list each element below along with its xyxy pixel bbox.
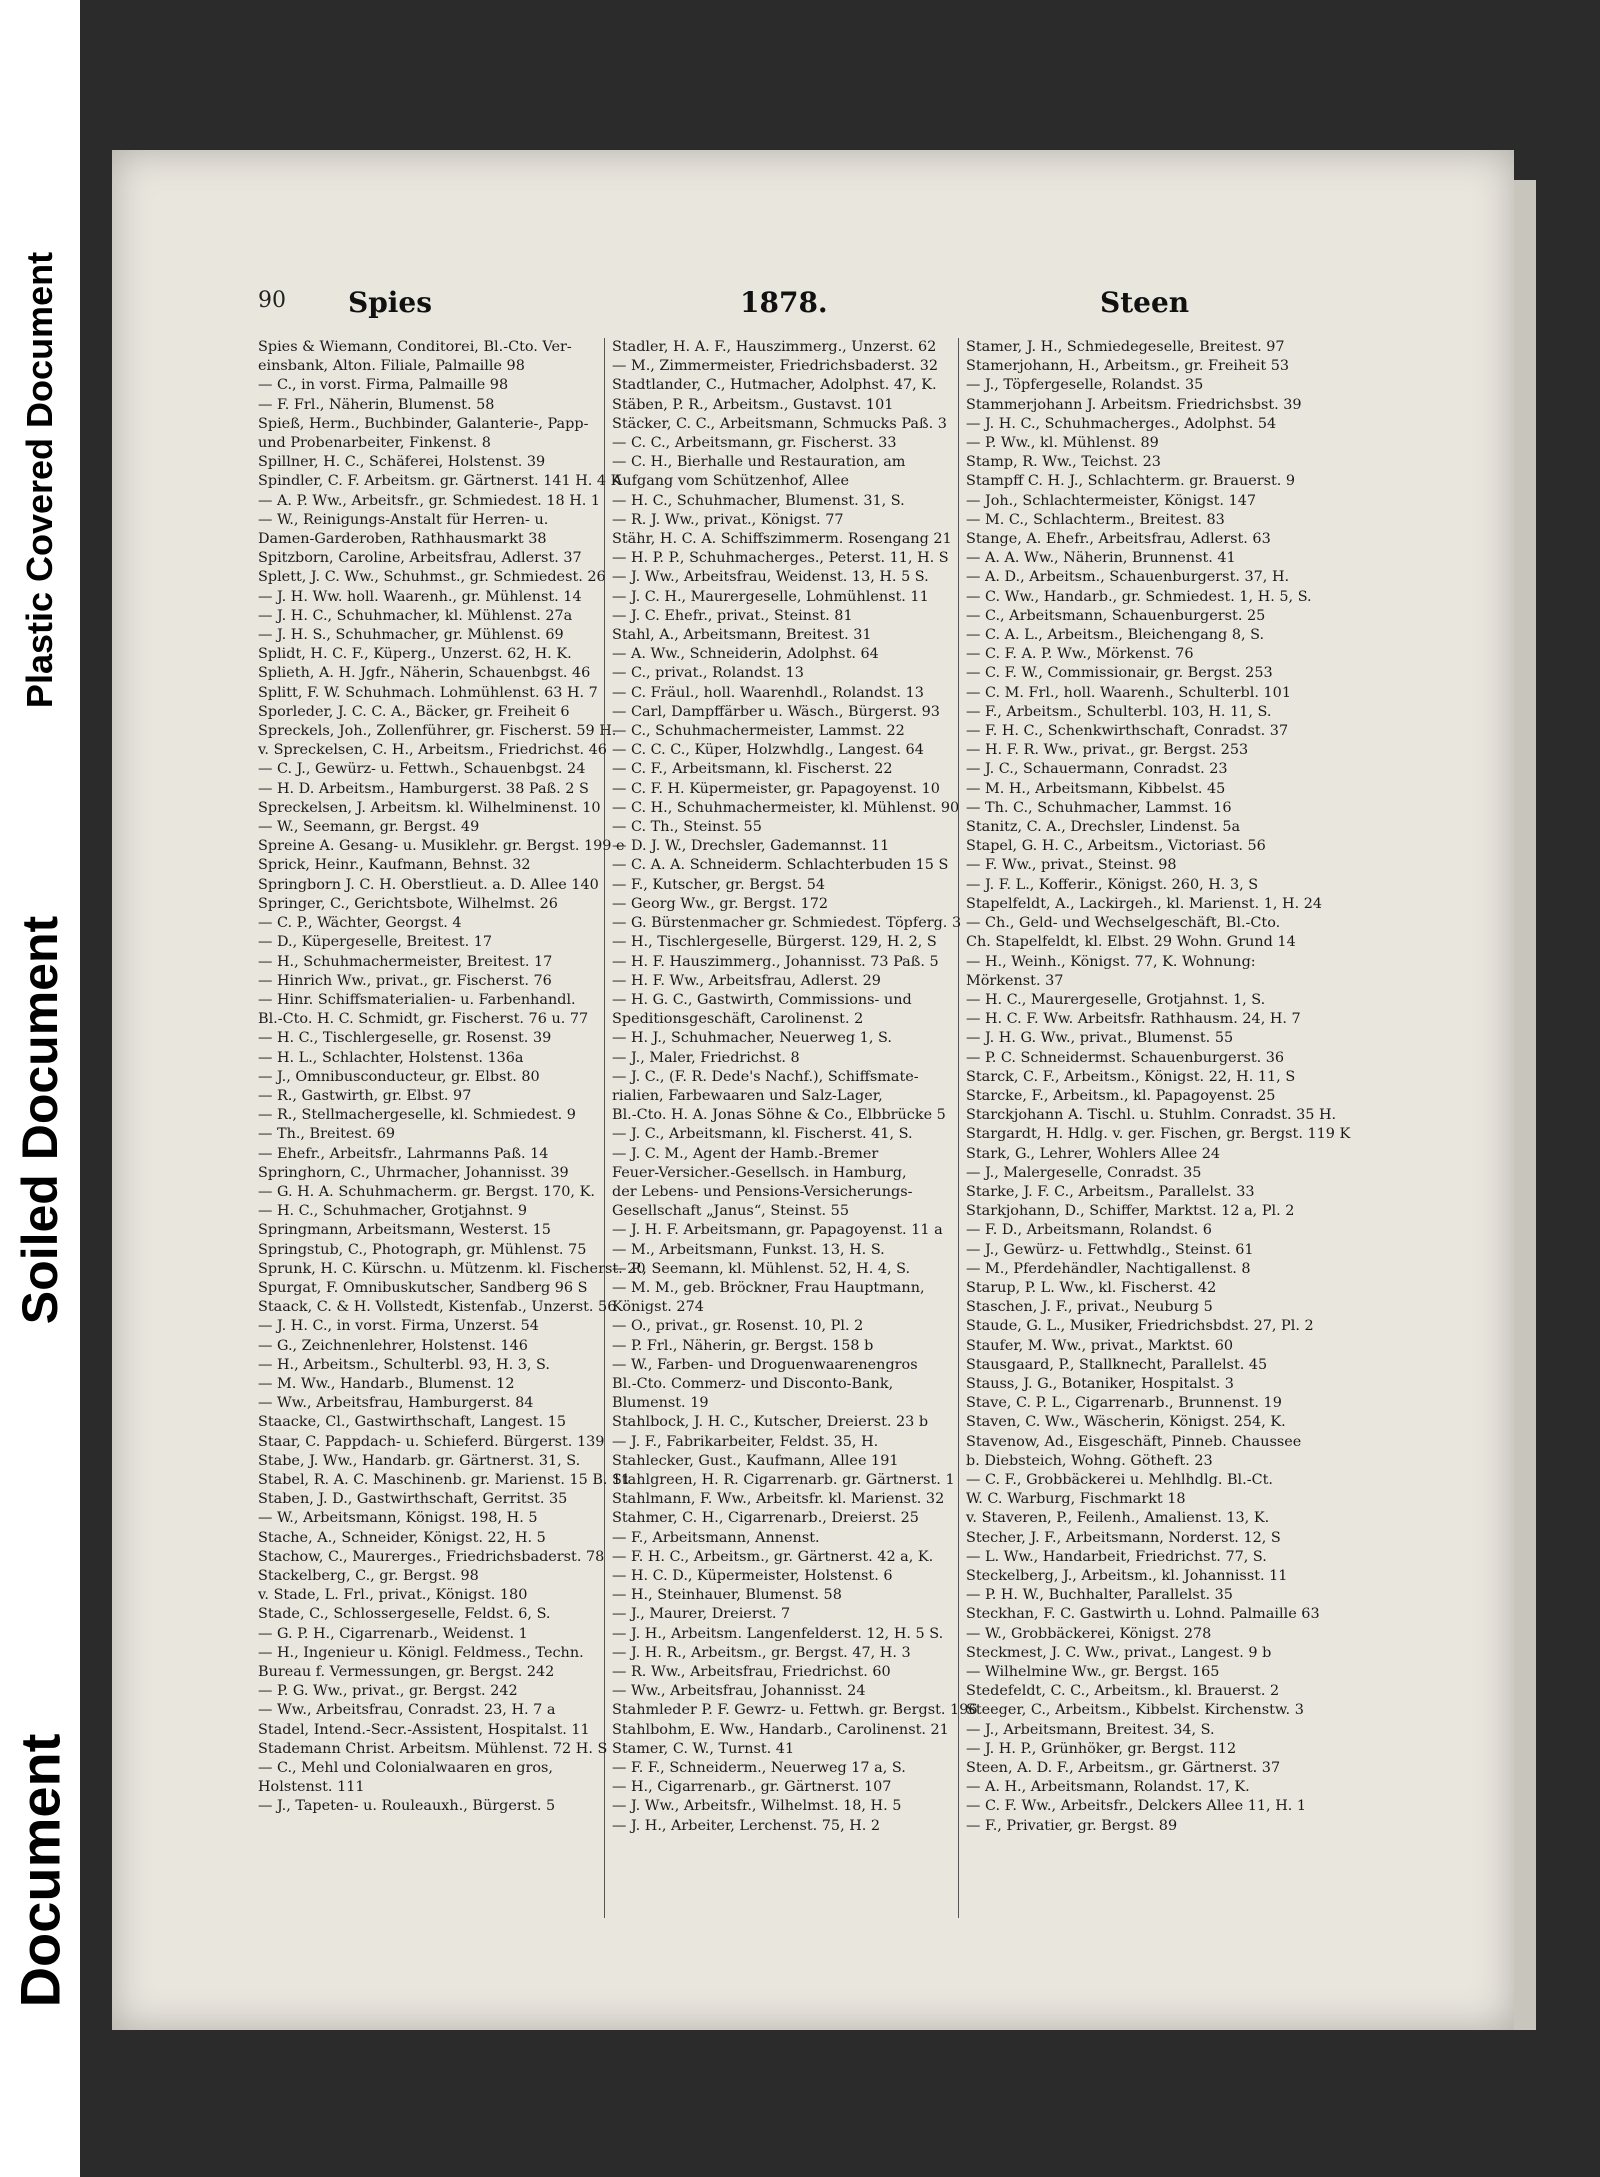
directory-entry: b. Diebsteich, Wohng. Götheft. 23 <box>966 1452 1213 1469</box>
directory-entry: — Hinrich Ww., privat., gr. Fischerst. 76 <box>258 972 552 989</box>
directory-entry: Splett, J. C. Ww., Schuhmst., gr. Schmiedest. 26 <box>258 569 606 586</box>
directory-entry: — J. H., Arbeitsm. Langenfelderst. 12, H. 5 S. <box>612 1625 944 1642</box>
plastic-covered-label: Plastic Covered Document <box>19 251 61 709</box>
directory-entry: Splieth, A. H. Jgfr., Näherin, Schauenbgst. 46 <box>258 665 591 682</box>
directory-entry: W. C. Warburg, Fischmarkt 18 <box>966 1491 1186 1508</box>
directory-entry: Holstenst. 111 <box>258 1779 365 1796</box>
directory-entry: Stauss, J. G., Botaniker, Hospitalst. 3 <box>966 1375 1234 1392</box>
directory-entry: — W., Grobbäckerei, Königst. 278 <box>966 1625 1212 1642</box>
directory-entry: — J. H. F. Arbeitsmann, gr. Papagoyenst. 11 a <box>612 1222 943 1239</box>
directory-entry: — C. F. Ww., Arbeitsfr., Delckers Allee 11, H. 1 <box>966 1798 1307 1815</box>
directory-entry: Springborn J. C. H. Oberstlieut. a. D. Allee 140 <box>258 876 599 893</box>
directory-entry: — C., Arbeitsmann, Schauenburgerst. 25 <box>966 607 1266 624</box>
directory-entry: Stadtlander, C., Hutmacher, Adolphst. 47, K. <box>612 377 937 394</box>
directory-entry: Stave, C. P. L., Cigarrenarb., Brunnenst. 19 <box>966 1395 1282 1412</box>
directory-entry: — J., Malergeselle, Conradst. 35 <box>966 1164 1202 1181</box>
directory-entry: Stabe, J. Ww., Handarb. gr. Gärtnerst. 31, S. <box>258 1452 581 1469</box>
directory-entry: Stahlecker, Gust., Kaufmann, Allee 191 <box>612 1452 899 1469</box>
directory-entry: Bureau f. Vermessungen, gr. Bergst. 242 <box>258 1664 555 1681</box>
directory-entry: Starup, P. L. Ww., kl. Fischerst. 42 <box>966 1279 1217 1296</box>
directory-entry: — Wilhelmine Ww., gr. Bergst. 165 <box>966 1664 1220 1681</box>
directory-entry: — H., Steinhauer, Blumenst. 58 <box>612 1587 842 1604</box>
directory-entry: — C. C., Arbeitsmann, gr. Fischerst. 33 <box>612 435 897 452</box>
scan-category-sidebar <box>0 0 80 2177</box>
directory-entry: — H. C., Schuhmacher, Grotjahnst. 9 <box>258 1203 527 1220</box>
directory-entry: — J. C. Ehefr., privat., Steinst. 81 <box>612 607 853 624</box>
directory-entry: Springer, C., Gerichtsbote, Wilhelmst. 26 <box>258 895 558 912</box>
directory-entry: — J. H. S., Schuhmacher, gr. Mühlenst. 69 <box>258 627 564 644</box>
directory-entry: Königst. 274 <box>612 1299 704 1316</box>
directory-entry: — C. C. C., Küper, Holzwhdlg., Langest. 64 <box>612 742 924 759</box>
soiled-document-label: Soiled Document <box>12 915 68 1325</box>
directory-entry: — P. Ww., kl. Mühlenst. 89 <box>966 435 1159 452</box>
page-year: 1878. <box>740 286 828 319</box>
directory-entry: — M. C., Schlachterm., Breitest. 83 <box>966 511 1225 528</box>
directory-entry: — F., Kutscher, gr. Bergst. 54 <box>612 876 826 893</box>
directory-entry: — M. Ww., Handarb., Blumenst. 12 <box>258 1375 515 1392</box>
directory-entry: Spillner, H. C., Schäferei, Holstenst. 39 <box>258 454 546 471</box>
directory-entry: — M., Pferdehändler, Nachtigallenst. 8 <box>966 1260 1251 1277</box>
directory-entry: — F. H. C., Arbeitsm., gr. Gärtnerst. 42 a, K. <box>612 1548 934 1565</box>
directory-entry: — P., Seemann, kl. Mühlenst. 52, H. 4, S. <box>612 1260 911 1277</box>
directory-entry: Splidt, H. C. F., Küperg., Unzerst. 62, H. K. <box>258 646 572 663</box>
directory-entry: — J., Arbeitsmann, Breitest. 34, S. <box>966 1721 1215 1738</box>
directory-entry: — R. J. Ww., privat., Königst. 77 <box>612 511 844 528</box>
directory-entry: — H., Schuhmachermeister, Breitest. 17 <box>258 953 553 970</box>
directory-entry: Stahlbohm, E. Ww., Handarb., Carolinenst. 21 <box>612 1721 949 1738</box>
directory-entry: Springmann, Arbeitsmann, Westerst. 15 <box>258 1222 551 1239</box>
directory-entry: Sprick, Heinr., Kaufmann, Behnst. 32 <box>258 857 531 874</box>
directory-entry: — W., Farben- und Droguenwaarenengros <box>612 1356 918 1373</box>
directory-entry: — C. F., Grobbäckerei u. Mehlhdlg. Bl.-Ct. <box>966 1471 1273 1488</box>
directory-entry: Stade, C., Schlossergeselle, Feldst. 6, S. <box>258 1606 551 1623</box>
directory-entry: Stamp, R. Ww., Teichst. 23 <box>966 454 1161 471</box>
directory-entry: — J. F. L., Kofferir., Königst. 260, H. 3, S <box>966 876 1259 893</box>
directory-entry: — C., Mehl und Colonialwaaren en gros, <box>258 1760 553 1777</box>
running-head-left: Spies <box>348 286 433 319</box>
directory-entry: — C. M. Frl., holl. Waarenh., Schulterbl. 101 <box>966 684 1291 701</box>
directory-entry: Bl.-Cto. H. C. Schmidt, gr. Fischerst. 76 u. 77 <box>258 1011 589 1028</box>
directory-entry: — G., Zeichnenlehrer, Holstenst. 146 <box>258 1337 528 1354</box>
directory-entry: Stahlbock, J. H. C., Kutscher, Dreierst. 23 b <box>612 1414 929 1431</box>
directory-entry: Springhorn, C., Uhrmacher, Johannisst. 39 <box>258 1164 569 1181</box>
directory-entry: Mörkenst. 37 <box>966 972 1064 989</box>
directory-entry: — Ch., Geld- und Wechselgeschäft, Bl.-Cto. <box>966 915 1281 932</box>
directory-entry: — Ww., Arbeitsfrau, Johannisst. 24 <box>612 1683 866 1700</box>
directory-entry: — O., privat., gr. Rosenst. 10, Pl. 2 <box>612 1318 864 1335</box>
directory-entry: — A. A. Ww., Näherin, Brunnenst. 41 <box>966 550 1236 567</box>
directory-entry: — J. H. Ww. holl. Waarenh., gr. Mühlenst. 14 <box>258 588 582 605</box>
directory-entry: der Lebens- und Pensions-Versicherungs- <box>612 1183 913 1200</box>
directory-entry: Staven, C. Ww., Wäscherin, Königst. 254, K. <box>966 1414 1286 1431</box>
directory-entry: Stark, G., Lehrer, Wohlers Allee 24 <box>966 1145 1221 1162</box>
directory-entry: — J. H. C., Schuhmacher, kl. Mühlenst. 27a <box>258 607 573 624</box>
directory-entry: Stausgaard, P., Stallknecht, Parallelst. 45 <box>966 1356 1268 1373</box>
directory-entry: Starck, C. F., Arbeitsm., Königst. 22, H. 11, S <box>966 1068 1296 1085</box>
directory-entry: Starke, J. F. C., Arbeitsm., Parallelst. 33 <box>966 1183 1255 1200</box>
directory-entry: — R. Ww., Arbeitsfrau, Friedrichst. 60 <box>612 1664 891 1681</box>
directory-entry: — H. C. D., Küpermeister, Holstenst. 6 <box>612 1568 893 1584</box>
directory-entry: — L. Ww., Handarbeit, Friedrichst. 77, S. <box>966 1548 1267 1565</box>
directory-entry: Stamerjohann, H., Arbeitsm., gr. Freiheit 53 <box>966 358 1290 375</box>
directory-entry: — W., Reinigungs-Anstalt für Herren- u. <box>258 511 549 528</box>
directory-entry: Starkjohann, D., Schiffer, Marktst. 12 a, Pl. 2 <box>966 1203 1295 1220</box>
directory-entry: Feuer-Versicher.-Gesellsch. in Hamburg, <box>612 1164 907 1181</box>
directory-entry: Sporleder, J. C. C. A., Bäcker, gr. Freiheit 6 <box>258 703 570 720</box>
directory-entry: Stache, A., Schneider, Königst. 22, H. 5 <box>258 1529 546 1546</box>
directory-entry: — H., Tischlergeselle, Bürgerst. 129, H. 2, S <box>612 934 937 951</box>
directory-entry: rialien, Farbewaaren und Salz-Lager, <box>612 1087 883 1104</box>
directory-entry: Stachow, C., Maurerges., Friedrichsbaderst. 78 <box>258 1548 605 1565</box>
directory-entry: Speditionsgeschäft, Carolinenst. 2 <box>612 1011 864 1028</box>
directory-entry: — J. H. R., Arbeitsm., gr. Bergst. 47, H. 3 <box>612 1644 911 1661</box>
directory-entry: Stademann Christ. Arbeitsm. Mühlenst. 72 H. S <box>258 1740 608 1757</box>
directory-entry: — J., Töpfergeselle, Rolandst. 35 <box>966 377 1204 394</box>
directory-entry: — H., Ingenieur u. Königl. Feldmess., Techn. <box>258 1644 584 1661</box>
directory-entry: — M. M., geb. Bröckner, Frau Hauptmann, <box>612 1279 925 1296</box>
directory-entry: — J., Maurer, Dreierst. 7 <box>612 1606 791 1623</box>
directory-entry: — A. H., Arbeitsmann, Rolandst. 17, K. <box>966 1779 1250 1796</box>
directory-entry: Spreine A. Gesang- u. Musiklehr. gr. Bergst. 199 e <box>258 838 625 855</box>
directory-entry: — Ww., Arbeitsfrau, Hamburgerst. 84 <box>258 1395 534 1412</box>
directory-entry: — H., Weinh., Königst. 77, K. Wohnung: <box>966 953 1256 970</box>
directory-entry: — C., Schuhmachermeister, Lammst. 22 <box>612 723 905 740</box>
directory-entry: — Th., Breitest. 69 <box>258 1126 396 1143</box>
directory-entry: Spreckels, Joh., Zollenführer, gr. Fischerst. 59 H. <box>258 723 617 740</box>
directory-entry: — H. L., Schlachter, Holstenst. 136a <box>258 1049 524 1066</box>
directory-entry: — F. Ww., privat., Steinst. 98 <box>966 857 1177 874</box>
directory-entry: Stampff C. H. J., Schlachterm. gr. Brauerst. 9 <box>966 473 1296 490</box>
directory-entry: — G. H. A. Schuhmacherm. gr. Bergst. 170, K. <box>258 1183 595 1200</box>
directory-entry: — C. F., Arbeitsmann, kl. Fischerst. 22 <box>612 761 893 778</box>
directory-entry: — H., Arbeitsm., Schulterbl. 93, H. 3, S. <box>258 1356 550 1373</box>
directory-entry: Spieß, Herm., Buchbinder, Galanterie-, Papp- <box>258 415 589 432</box>
directory-entry: Stavenow, Ad., Eisgeschäft, Pinneb. Chaussee <box>966 1433 1302 1450</box>
directory-entry: Stahmer, C. H., Cigarrenarb., Dreierst. 25 <box>612 1510 919 1527</box>
directory-entry: — C. P., Wächter, Georgst. 4 <box>258 915 462 932</box>
directory-entry: v. Spreckelsen, C. H., Arbeitsm., Friedrichst. 46 <box>258 742 607 759</box>
directory-column-1 <box>258 338 646 1817</box>
directory-entry: — W., Arbeitsmann, Königst. 198, H. 5 <box>258 1510 538 1527</box>
directory-entry: — J. H., Arbeiter, Lerchenst. 75, H. 2 <box>612 1817 881 1834</box>
directory-entry: — P. C. Schneidermst. Schauenburgerst. 36 <box>966 1049 1285 1066</box>
directory-entry: — J. F., Fabrikarbeiter, Feldst. 35, H. <box>612 1433 879 1450</box>
directory-entry: Staude, G. L., Musiker, Friedrichsbdst. 27, Pl. 2 <box>966 1318 1314 1335</box>
directory-entry: — C., in vorst. Firma, Palmaille 98 <box>258 377 509 394</box>
directory-entry: — Carl, Dampffärber u. Wäsch., Bürgerst. 93 <box>612 703 940 720</box>
directory-entry: — H. C., Tischlergeselle, gr. Rosenst. 39 <box>258 1030 552 1047</box>
directory-entry: Stammerjohann J. Arbeitsm. Friedrichsbst. 39 <box>966 396 1302 413</box>
directory-entry: — M. H., Arbeitsmann, Kibbelst. 45 <box>966 780 1226 797</box>
directory-entry: — H. C., Schuhmacher, Blumenst. 31, S. <box>612 492 905 509</box>
directory-entry: — H. C., Maurergeselle, Grotjahnst. 1, S. <box>966 991 1266 1008</box>
directory-entry: Stargardt, H. Hdlg. v. ger. Fischen, gr. Bergst. 119 K <box>966 1126 1351 1143</box>
directory-entry: Starckjohann A. Tischl. u. Stuhlm. Conradst. 35 H. <box>966 1107 1337 1124</box>
directory-entry: Stamer, C. W., Turnst. 41 <box>612 1740 795 1757</box>
directory-entry: Staufer, M. Ww., privat., Marktst. 60 <box>966 1337 1234 1354</box>
directory-entry: — H. F. Ww., Arbeitsfrau, Adlerst. 29 <box>612 972 881 989</box>
directory-entry: Splitt, F. W. Schuhmach. Lohmühlenst. 63 H. 7 <box>258 684 598 701</box>
directory-entry: — H., Cigarrenarb., gr. Gärtnerst. 107 <box>612 1779 892 1796</box>
directory-entry: Ch. Stapelfeldt, kl. Elbst. 29 Wohn. Grund 14 <box>966 934 1296 951</box>
directory-entry: — M., Zimmermeister, Friedrichsbaderst. 32 <box>612 358 939 375</box>
directory-entry: — Hinr. Schiffsmaterialien- u. Farbenhandl. <box>258 991 576 1008</box>
directory-entry: — P. H. W., Buchhalter, Parallelst. 35 <box>966 1587 1233 1604</box>
directory-entry: Stecher, J. F., Arbeitsmann, Norderst. 12, S <box>966 1529 1281 1546</box>
directory-entry: Stadler, H. A. F., Hauszimmerg., Unzerst. 62 <box>612 339 937 355</box>
directory-entry: Gesellschaft „Janus“, Steinst. 55 <box>612 1203 849 1220</box>
directory-entry: Stanitz, C. A., Drechsler, Lindenst. 5a <box>966 819 1241 836</box>
directory-entry: Stadel, Intend.-Secr.-Assistent, Hospitalst. 11 <box>258 1721 590 1738</box>
directory-entry: — Ww., Arbeitsfrau, Conradst. 23, H. 7 a <box>258 1702 556 1719</box>
directory-entry: — Georg Ww., gr. Bergst. 172 <box>612 895 829 912</box>
directory-entry: — J. H. C., in vorst. Firma, Unzerst. 54 <box>258 1318 539 1335</box>
directory-entry: — C., privat., Rolandst. 13 <box>612 665 804 682</box>
directory-entry: Staar, C. Pappdach- u. Schieferd. Bürgerst. 139 <box>258 1433 605 1450</box>
directory-entry: Sprunk, H. C. Kürschn. u. Mützenm. kl. Fischerst. 20 <box>258 1260 646 1277</box>
directory-entry: — P. G. Ww., privat., gr. Bergst. 242 <box>258 1683 518 1700</box>
directory-entry: — D., Küpergeselle, Breitest. 17 <box>258 934 493 951</box>
directory-entry: Stäben, P. R., Arbeitsm., Gustavst. 101 <box>612 396 894 413</box>
directory-entry: Staschen, J. F., privat., Neuburg 5 <box>966 1299 1213 1316</box>
directory-entry: v. Stade, L. Frl., privat., Königst. 180 <box>258 1587 528 1604</box>
directory-entry: Stahlgreen, H. R. Cigarrenarb. gr. Gärtnerst. 1 <box>612 1471 955 1488</box>
directory-entry: Stäcker, C. C., Arbeitsmann, Schmucks Paß. 3 <box>612 415 947 432</box>
directory-entry: — J., Maler, Friedrichst. 8 <box>612 1049 800 1066</box>
directory-entry: Stahl, A., Arbeitsmann, Breitest. 31 <box>612 627 872 644</box>
directory-entry: — C. Ww., Handarb., gr. Schmiedest. 1, H. 5, S. <box>966 588 1312 605</box>
directory-entry: — C. F. A. P. Ww., Mörkenst. 76 <box>966 646 1194 663</box>
directory-entry: — G. Bürstenmacher gr. Schmiedest. Töpferg. 3 <box>612 915 962 932</box>
directory-entry: — R., Stellmachergeselle, kl. Schmiedest. 9 <box>258 1107 576 1124</box>
directory-entry: — C. A. A. Schneiderm. Schlachterbuden 15 S <box>612 857 949 874</box>
running-head-right: Steen <box>1100 286 1190 319</box>
directory-entry: Staack, C. & H. Vollstedt, Kistenfab., Unzerst. 56 <box>258 1299 617 1316</box>
directory-entry: Aufgang vom Schützenhof, Allee <box>612 473 849 490</box>
directory-entry: — H. F. Hauszimmerg., Johannisst. 73 Paß. 5 <box>612 953 939 970</box>
directory-entry: — F., Privatier, gr. Bergst. 89 <box>966 1817 1178 1834</box>
directory-entry: — H. J., Schuhmacher, Neuerweg 1, S. <box>612 1030 892 1047</box>
directory-entry: — F. D., Arbeitsmann, Rolandst. 6 <box>966 1222 1212 1239</box>
directory-entry: — C. H., Schuhmachermeister, kl. Mühlenst. 90 <box>612 799 960 816</box>
directory-entry: — J. C. H., Maurergeselle, Lohmühlenst. 11 <box>612 588 929 605</box>
directory-entry: — H. P. P., Schuhmacherges., Peterst. 11, H. S <box>612 550 949 567</box>
directory-entry: — J. C., (F. R. Dede's Nachf.), Schiffsmate- <box>612 1068 919 1085</box>
directory-entry: Spreckelsen, J. Arbeitsm. kl. Wilhelminenst. 10 <box>258 799 601 816</box>
directory-entry: Spitzborn, Caroline, Arbeitsfrau, Adlerst. 37 <box>258 550 582 567</box>
directory-entry: — R., Gastwirth, gr. Elbst. 97 <box>258 1087 472 1104</box>
directory-entry: — C. Th., Steinst. 55 <box>612 819 762 836</box>
directory-entry: — Joh., Schlachtermeister, Königst. 147 <box>966 492 1257 509</box>
directory-entry: Stedefeldt, C. C., Arbeitsm., kl. Brauerst. 2 <box>966 1683 1280 1700</box>
directory-column-3 <box>966 338 1351 1836</box>
page-header <box>150 286 1190 328</box>
directory-entry: Stackelberg, C., gr. Bergst. 98 <box>258 1568 479 1584</box>
directory-entry: — C. F. W., Commissionair, gr. Bergst. 253 <box>966 665 1273 682</box>
directory-entry: Stähr, H. C. A. Schiffszimmerm. Rosengang 21 <box>612 531 952 548</box>
directory-entry: — F. F., Schneiderm., Neuerweg 17 a, S. <box>612 1760 906 1777</box>
directory-entry: Steckhan, F. C. Gastwirth u. Lohnd. Palmaille 63 <box>966 1606 1320 1623</box>
directory-entry: Spindler, C. F. Arbeitsm. gr. Gärtnerst. 141 H. 4 K <box>258 473 622 490</box>
directory-entry: — J. C. M., Agent der Hamb.-Bremer <box>612 1145 879 1162</box>
directory-entry: Blumenst. 19 <box>612 1395 709 1412</box>
directory-column-2 <box>612 338 978 1836</box>
page-number: 90 <box>258 288 286 313</box>
directory-entry: Steckmest, J. C. Ww., privat., Langest. 9 b <box>966 1644 1272 1661</box>
directory-entry: Stapelfeldt, A., Lackirgeh., kl. Marienst. 1, H. 24 <box>966 895 1323 912</box>
directory-entry: — P. Frl., Näherin, gr. Bergst. 158 b <box>612 1337 874 1354</box>
directory-entry: — J. C., Schauermann, Conradst. 23 <box>966 761 1228 778</box>
directory-entry: — C. J., Gewürz- u. Fettwh., Schauenbgst. 24 <box>258 761 586 778</box>
directory-entry: — F., Arbeitsm., Schulterbl. 103, H. 11, S. <box>966 703 1272 720</box>
document-label: Document <box>8 1733 72 2007</box>
directory-entry: Stange, A. Ehefr., Arbeitsfrau, Adlerst. 63 <box>966 531 1271 548</box>
directory-entry: Stahmleder P. F. Gewrz- u. Fettwh. gr. Bergst. 196 <box>612 1702 978 1719</box>
directory-entry: — C. A. L., Arbeitsm., Bleichengang 8, S. <box>966 627 1265 644</box>
directory-entry: Steeger, C., Arbeitsm., Kibbelst. Kirchenstw. 3 <box>966 1702 1304 1719</box>
directory-entry: — A. P. Ww., Arbeitsfr., gr. Schmiedest. 18 H. 1 <box>258 492 601 509</box>
directory-entry: Steen, A. D. F., Arbeitsm., gr. Gärtnerst. 37 <box>966 1760 1281 1777</box>
directory-entry: — H. D. Arbeitsm., Hamburgerst. 38 Paß. 2 S <box>258 780 589 797</box>
directory-entry: — F. Frl., Näherin, Blumenst. 58 <box>258 396 495 413</box>
directory-entry: — H. F. R. Ww., privat., gr. Bergst. 253 <box>966 742 1249 759</box>
directory-entry: — M., Arbeitsmann, Funkst. 13, H. S. <box>612 1241 885 1258</box>
directory-entry: — H. C. F. Ww. Arbeitsfr. Rathhausm. 24, H. 7 <box>966 1011 1301 1028</box>
directory-entry: — J., Gewürz- u. Fettwhdlg., Steinst. 61 <box>966 1241 1254 1258</box>
directory-entry: Stahlmann, F. Ww., Arbeitsfr. kl. Marienst. 32 <box>612 1491 945 1508</box>
directory-entry: — D. J. W., Drechsler, Gademannst. 11 <box>612 838 890 855</box>
directory-entry: — Th. C., Schuhmacher, Lammst. 16 <box>966 799 1232 816</box>
directory-entry: Stamer, J. H., Schmiedegeselle, Breitest. 97 <box>966 339 1285 355</box>
directory-entry: einsbank, Alton. Filiale, Palmaille 98 <box>258 358 525 375</box>
directory-entry: Springstub, C., Photograph, gr. Mühlenst. 75 <box>258 1241 587 1258</box>
directory-entry: Bl.-Cto. H. A. Jonas Söhne & Co., Elbbrücke 5 <box>612 1107 946 1124</box>
directory-entry: Damen-Garderoben, Rathhausmarkt 38 <box>258 531 547 548</box>
directory-entry: Starcke, F., Arbeitsm., kl. Papagoyenst. 25 <box>966 1087 1276 1104</box>
page-edge <box>1514 180 1536 2030</box>
directory-entry: — J. H. G. Ww., privat., Blumenst. 55 <box>966 1030 1234 1047</box>
directory-entry: — J. H. C., Schuhmacherges., Adolphst. 54 <box>966 415 1277 432</box>
directory-entry: Steckelberg, J., Arbeitsm., kl. Johannisst. 11 <box>966 1568 1288 1584</box>
directory-entry: Bl.-Cto. Commerz- und Disconto-Bank, <box>612 1375 894 1392</box>
directory-entry: — A. D., Arbeitsm., Schauenburgerst. 37, H. <box>966 569 1290 586</box>
directory-entry: — C. F. H. Küpermeister, gr. Papagoyenst. 10 <box>612 780 940 797</box>
directory-entry: — F., Arbeitsmann, Annenst. <box>612 1529 820 1546</box>
directory-entry: — Ehefr., Arbeitsfr., Lahrmanns Paß. 14 <box>258 1145 549 1162</box>
directory-entry: Stabel, R. A. C. Maschinenb. gr. Marienst. 15 B. 11 <box>258 1471 631 1488</box>
directory-entry: — J. Ww., Arbeitsfr., Wilhelmst. 18, H. 5 <box>612 1798 902 1815</box>
directory-entry: Spies & Wiemann, Conditorei, Bl.-Cto. Ver- <box>258 339 572 355</box>
directory-entry: Spurgat, F. Omnibuskutscher, Sandberg 96 S <box>258 1279 588 1296</box>
directory-entry: — J. H. P., Grünhöker, gr. Bergst. 112 <box>966 1740 1237 1757</box>
directory-entry: — J., Omnibusconducteur, gr. Elbst. 80 <box>258 1068 540 1085</box>
directory-entry: — W., Seemann, gr. Bergst. 49 <box>258 819 480 836</box>
directory-entry: — J. C., Arbeitsmann, kl. Fischerst. 41, S. <box>612 1126 913 1143</box>
directory-entry: — J., Tapeten- u. Rouleauxh., Bürgerst. 5 <box>258 1798 556 1815</box>
directory-entry: — F. H. C., Schenkwirthschaft, Conradst. 37 <box>966 723 1289 740</box>
directory-entry: und Probenarbeiter, Finkenst. 8 <box>258 435 491 452</box>
directory-entry: v. Staveren, P., Feilenh., Amalienst. 13, K. <box>966 1510 1270 1527</box>
directory-entry: Stapel, G. H. C., Arbeitsm., Victoriast. 56 <box>966 838 1266 855</box>
directory-entry: — G. P. H., Cigarrenarb., Weidenst. 1 <box>258 1625 528 1642</box>
directory-entry: Staacke, Cl., Gastwirthschaft, Langest. 15 <box>258 1414 566 1431</box>
directory-entry: — C. Fräul., holl. Waarenhdl., Rolandst. 13 <box>612 684 924 701</box>
directory-entry: — H. G. C., Gastwirth, Commissions- und <box>612 991 912 1008</box>
directory-entry: — C. H., Bierhalle und Restauration, am <box>612 454 906 471</box>
directory-entry: Staben, J. D., Gastwirthschaft, Gerritst. 35 <box>258 1491 568 1508</box>
directory-entry: — J. Ww., Arbeitsfrau, Weidenst. 13, H. 5 S. <box>612 569 929 586</box>
directory-entry: — A. Ww., Schneiderin, Adolphst. 64 <box>612 646 879 663</box>
